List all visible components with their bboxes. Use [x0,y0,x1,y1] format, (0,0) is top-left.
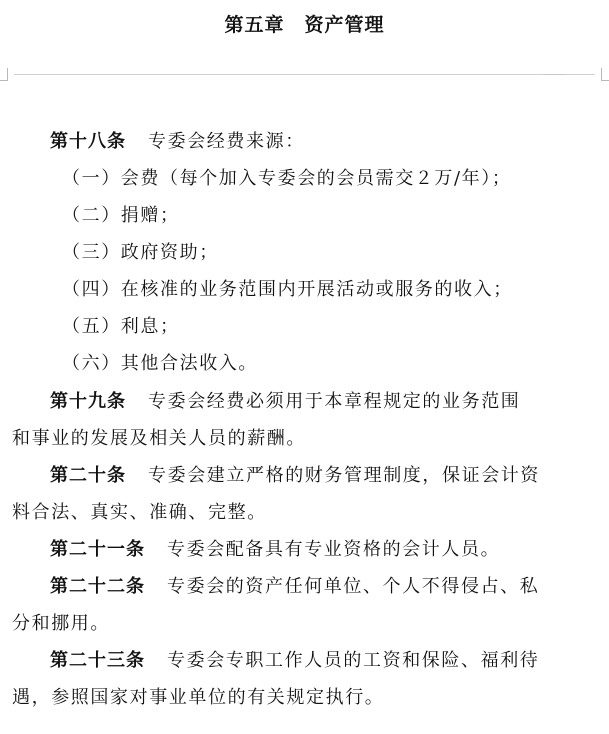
article-18-heading [50,127,602,153]
article-23-text-1: 专委会专职工作人员的工资和保险、福利待 [167,650,540,671]
article-18-item-6: （六）其他合法收入。 [62,353,258,374]
article-18-text: 专委会经费来源： [148,131,305,152]
article-21-text-1: 专委会配备具有专业资格的会计人员。 [167,539,501,560]
article-18-item-5: （五）利息； [62,316,180,337]
article-18-label: 第十八条 [50,131,126,152]
article-22 [50,572,602,598]
page-corner-mark [543,68,565,75]
chapter-title: 第五章 资产管理 [224,14,385,36]
article-23-label: 第二十三条 [50,650,145,671]
article-18-item-4: （四）在核准的业务范围内开展活动或服务的收入； [62,279,513,300]
article-18-item-3: （三）政府资助； [62,242,219,263]
article-20-text-2: 料合法、真实、准确、完整。 [12,502,267,523]
article-19 [50,387,602,413]
article-23 [50,646,602,672]
article-22-text-2: 分和挪用。 [12,613,110,634]
article-22-label: 第二十二条 [50,576,145,597]
page-corner-left [0,68,8,81]
article-19-text-2: 和事业的发展及相关人员的薪酬。 [12,428,306,449]
article-18-item-2: （二）捐赠； [62,205,180,226]
page-corner-right [601,68,609,81]
article-23-text-2: 遇，参照国家对事业单位的有关规定执行。 [12,687,385,708]
article-19-text-1: 专委会经费必须用于本章程规定的业务范围 [148,391,521,412]
page-separator [0,68,609,82]
article-20-label: 第二十条 [50,465,126,486]
article-21-label: 第二十一条 [50,539,145,560]
article-21 [50,535,602,561]
page-break-line [14,74,595,75]
article-22-text-1: 专委会的资产任何单位、个人不得侵占、私 [167,576,540,597]
article-20-text-1: 专委会建立严格的财务管理制度，保证会计资 [148,465,540,486]
article-20 [50,461,602,487]
article-18-item-1: （一）会费（每个加入专委会的会员需交２万/年）； [62,168,512,189]
article-19-label: 第十九条 [50,391,126,412]
